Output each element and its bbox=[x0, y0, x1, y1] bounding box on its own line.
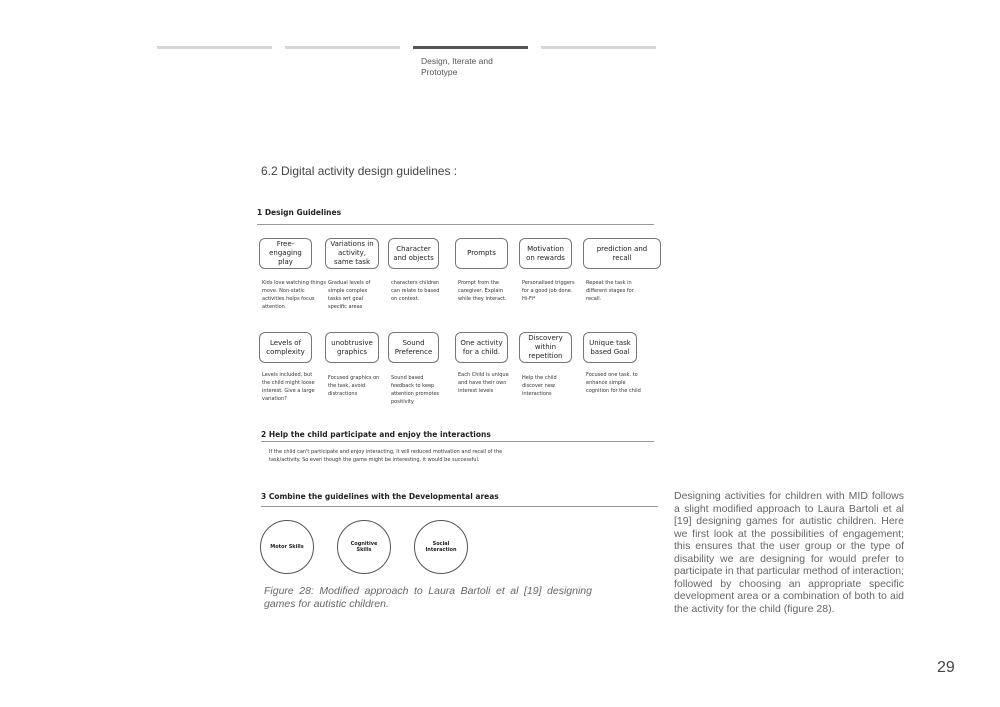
dev-area-circle: Cognitive Skills bbox=[337, 520, 391, 574]
section-2-note: If the child can't participate and enjoy interacting, it will reduced motivation and recall of the task/activity. So even though the game might be interesting, it would be successful. bbox=[269, 449, 503, 463]
guideline-box: unobtrusive graphics bbox=[325, 332, 379, 363]
guideline-box: Free- engaging play bbox=[259, 238, 312, 269]
guideline-desc: Levels included, but the child might loose interest. Give a large variation? bbox=[262, 372, 315, 402]
guideline-box: Prompts bbox=[455, 238, 508, 269]
figure-section-3-title: 3 Combine the guidelines with the Developmental areas bbox=[261, 492, 499, 501]
guideline-box: One activity for a child. bbox=[455, 332, 508, 363]
figure-section-2-title: 2 Help the child participate and enjoy the interactions bbox=[261, 430, 491, 439]
guideline-box: Discovery within repetition bbox=[519, 332, 572, 363]
guideline-box: Levels of complexity bbox=[259, 332, 312, 363]
guideline-box: Variations in activity, same task bbox=[325, 238, 379, 269]
section-1-divider bbox=[257, 224, 654, 225]
dev-area-circle: Social Interaction bbox=[414, 520, 468, 574]
section-2-divider bbox=[261, 441, 654, 442]
guideline-desc: Prompt from the caregiver, Explain while they interact. bbox=[458, 280, 507, 302]
guideline-desc: Focused graphics on the task, avoid distractions bbox=[328, 375, 380, 397]
guideline-desc: Each Child is unique and have their own interest levels bbox=[458, 372, 509, 394]
progress-step-1 bbox=[157, 46, 272, 49]
dev-area-circle: Motor Skills bbox=[260, 520, 314, 574]
guideline-box: prediction and recall bbox=[583, 238, 661, 269]
guideline-box: Motivation on rewards bbox=[519, 238, 572, 269]
guideline-desc: Help the child discover new interactions bbox=[522, 375, 557, 397]
progress-step-2 bbox=[285, 46, 400, 49]
figure-section-1-title: 1 Design Guidelines bbox=[257, 208, 342, 217]
guideline-desc: characters children can relate to based on context. bbox=[391, 280, 440, 302]
page-number: 29 bbox=[937, 659, 955, 676]
section-heading: 6.2 Digital activity design guidelines : bbox=[261, 164, 458, 178]
guideline-box: Unique task based Goal bbox=[583, 332, 637, 363]
phase-label: Design, Iterate and Prototype bbox=[421, 56, 493, 77]
progress-step-4 bbox=[541, 46, 656, 49]
guideline-box: Sound Preference bbox=[388, 332, 439, 363]
body-paragraph: Designing activities for children with MID follows a slight modified approach to Laura Bartoli et al [19] designing games for autistic children. Here we first look at the possibilities of engagement; this ensures that the user group or the type of disability we are designing for would prefer to participate in that particular method of interaction; followed by choosing an appropriate specific development area or a combination of both to aid the activity for the child (figure 28). bbox=[674, 490, 904, 615]
figure-caption: Figure 28: Modified approach to Laura Bartoli et al [19] designing games for autistic children. bbox=[264, 585, 592, 610]
progress-step-3-active bbox=[413, 46, 528, 49]
section-3-divider bbox=[261, 506, 658, 507]
guideline-desc: Personalised triggers for a good job done. Hi-Fi* bbox=[522, 280, 575, 302]
guideline-desc: Kids love watching things move. Non-static activities helps focus attention bbox=[262, 280, 326, 310]
guideline-desc: Sound based feedback to keep attention promotes positivity bbox=[391, 375, 440, 405]
guideline-desc: Repeat the task in different stages for recall. bbox=[586, 280, 634, 302]
guideline-desc: Gradual levels of simple complex tasks wrt goal specific areas bbox=[328, 280, 371, 310]
guideline-box: Character and objects bbox=[388, 238, 439, 269]
guideline-desc: Focused one task. to enhance simple cognition for the child bbox=[586, 372, 641, 394]
